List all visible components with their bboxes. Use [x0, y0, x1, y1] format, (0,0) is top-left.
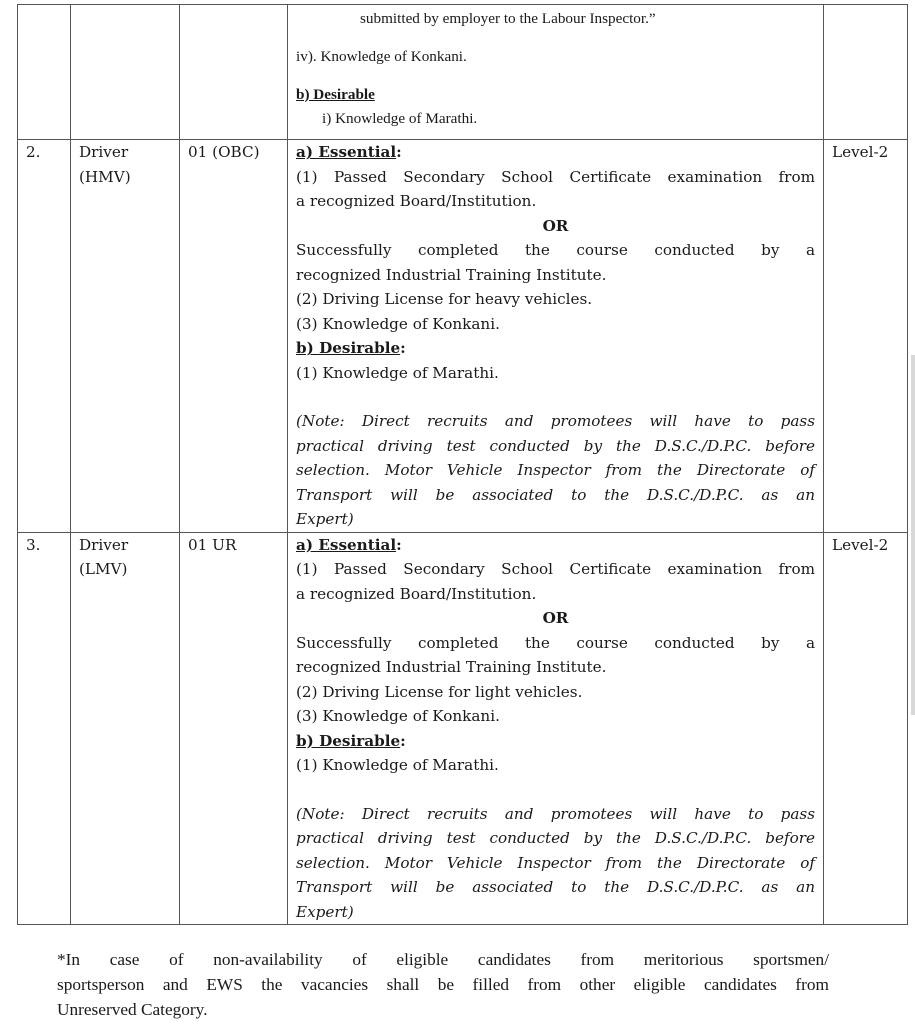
post-name: Driver: [79, 535, 129, 554]
note-line: (Note: Direct recruits and promotees will have to pass: [296, 412, 815, 430]
alternative-line-1: Successfully completed the course conducted by a: [296, 241, 815, 259]
alternative-line-1: Successfully completed the course conducted by a: [296, 633, 815, 652]
qualifications-cell: [288, 532, 824, 925]
desirable-heading-line: [296, 336, 815, 361]
desirable-item-1: (1) Knowledge of Marathi.: [296, 363, 499, 382]
level-cell: [824, 5, 908, 140]
note: [296, 409, 815, 532]
colon: :: [396, 535, 402, 554]
note-line: Transport will be associated to the D.S.C./D.P.C. as an: [296, 878, 815, 896]
essential-item-3: (3) Knowledge of Konkani.: [296, 314, 500, 333]
desirable-heading: b) Desirable: [296, 86, 375, 103]
desirable-item: i) Knowledge of Marathi.: [322, 110, 478, 127]
post-cell: [71, 140, 180, 533]
desirable-heading: b) Desirable: [296, 339, 401, 357]
note-line: Transport will be associated to the D.S.C./D.P.C. as an: [296, 485, 815, 504]
sr-no-cell: 2.: [18, 140, 71, 533]
essential-item-1-cont: a recognized Board/Institution.: [296, 192, 537, 210]
note-line: selection. Motor Vehicle Inspector from the Directorate of: [296, 853, 815, 872]
konkani-requirement: iv). Knowledge of Konkani.: [296, 48, 467, 65]
colon: :: [396, 143, 402, 161]
note-line: Expert): [296, 510, 354, 528]
essential-item-2: (2) Driving License for heavy vehicles.: [296, 290, 593, 308]
note-line: (Note: Direct recruits and promotees will have to pass: [296, 804, 815, 823]
level-cell: Level-2: [824, 532, 908, 925]
footnote-line: *In case of non-availability of eligible candidates from meritorious sportsmen/: [57, 950, 829, 969]
essential-item-1: (1) Passed Secondary School Certificate examination from: [296, 167, 815, 186]
colon: :: [400, 731, 406, 750]
alternative-line-2: recognized Industrial Training Institute.: [296, 658, 607, 676]
post-type: (LMV): [79, 560, 128, 578]
qualifications-cell: [288, 5, 824, 140]
desirable-item-1: (1) Knowledge of Marathi.: [296, 756, 499, 774]
essential-item-3: (3) Knowledge of Konkani.: [296, 707, 500, 725]
or-separator: OR: [542, 609, 569, 627]
footnote-line: sportsperson and EWS the vacancies shall be filled from other eligible candidates from: [57, 975, 829, 994]
table-row: [18, 5, 908, 140]
note: [296, 802, 815, 925]
level-cell: Level-2: [824, 140, 908, 533]
post-cell: [71, 5, 180, 140]
note-line: practical driving test conducted by the D.S.C./D.P.C. before: [296, 829, 815, 847]
note-line: selection. Motor Vehicle Inspector from the Directorate of: [296, 461, 815, 479]
colon: :: [400, 339, 406, 357]
vacancies-cell: 01 UR: [180, 532, 288, 925]
desirable-heading: b) Desirable: [296, 731, 401, 750]
or-separator: OR: [542, 216, 569, 235]
post-name: Driver: [79, 143, 129, 161]
vacancies-cell: 01 (OBC): [180, 140, 288, 533]
table-row: [18, 140, 908, 533]
note-line: Expert): [296, 902, 354, 921]
essential-heading-line: [296, 533, 815, 558]
page-edge-shadow: [911, 355, 915, 715]
vacancies-cell: [180, 5, 288, 140]
desirable-heading-line: [296, 729, 815, 754]
sr-no-cell: 3.: [18, 532, 71, 925]
footnote-line: Unreserved Category.: [57, 1000, 208, 1019]
essential-item-2: (2) Driving License for light vehicles.: [296, 682, 583, 701]
table-row: [18, 532, 908, 925]
recruitment-table: [17, 4, 908, 925]
footnote: [57, 947, 829, 1022]
sr-no-cell: [18, 5, 71, 140]
continuation-line: submitted by employer to the Labour Inspector.”: [360, 10, 656, 27]
essential-item-1-cont: a recognized Board/Institution.: [296, 584, 537, 603]
post-cell: [71, 532, 180, 925]
essential-heading-line: [296, 140, 815, 165]
qualifications-cell: [288, 140, 824, 533]
essential-heading: a) Essential: [296, 535, 397, 554]
note-line: practical driving test conducted by the D.S.C./D.P.C. before: [296, 436, 815, 455]
alternative-line-2: recognized Industrial Training Institute.: [296, 265, 607, 284]
essential-heading: a) Essential: [296, 143, 397, 161]
essential-item-1: (1) Passed Secondary School Certificate examination from: [296, 560, 815, 578]
post-type: (HMV): [79, 167, 131, 186]
